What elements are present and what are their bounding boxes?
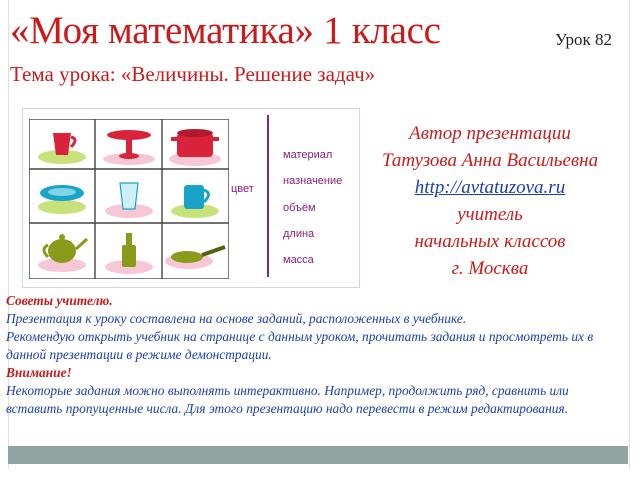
author-link[interactable]: http://avtatuzova.ru <box>414 177 566 198</box>
property-color: цвет <box>231 183 254 195</box>
notes-attention: Внимание! <box>6 365 72 380</box>
property-mass: масса <box>283 254 314 266</box>
author-role: учитель <box>457 204 523 225</box>
notes-paragraph: Рекомендую открыть учебник на странице с данным уроком, прочитать задания и просмотреть их в данной презентации в режиме демонстрации. <box>6 329 594 362</box>
lesson-topic: Тема урока: «Величины. Решение задач» <box>10 62 376 86</box>
property-length: длина <box>283 228 315 240</box>
objects-table <box>29 119 229 279</box>
author-block <box>365 120 615 282</box>
property-material: материал <box>283 149 333 161</box>
property-purpose: назначение <box>283 175 343 187</box>
teacher-notes <box>6 292 612 418</box>
notes-heading: Советы учителю. <box>6 293 113 308</box>
notes-paragraph: Некоторые задания можно выполнять интерактивно. Например, продолжить ряд, сравнить или вставить пропущенные числа. Для этого презентацию надо перевести в режим редактирования. <box>6 383 569 416</box>
page-title: «Моя математика» 1 класс <box>10 9 441 52</box>
divider-line <box>267 115 269 277</box>
lesson-number: Урок 82 <box>555 30 613 49</box>
author-name: Татузова Анна Васильевна <box>381 150 599 171</box>
property-volume: объём <box>283 202 316 214</box>
author-city: г. Москва <box>451 258 529 279</box>
footer-bar <box>8 446 628 464</box>
textbook-picture <box>22 108 360 288</box>
author-label: Автор презентации <box>409 123 571 144</box>
notes-paragraph: Презентация к уроку составлена на основе заданий, расположенных в учебнике. <box>6 311 467 326</box>
author-role-detail: начальных классов <box>414 231 566 252</box>
